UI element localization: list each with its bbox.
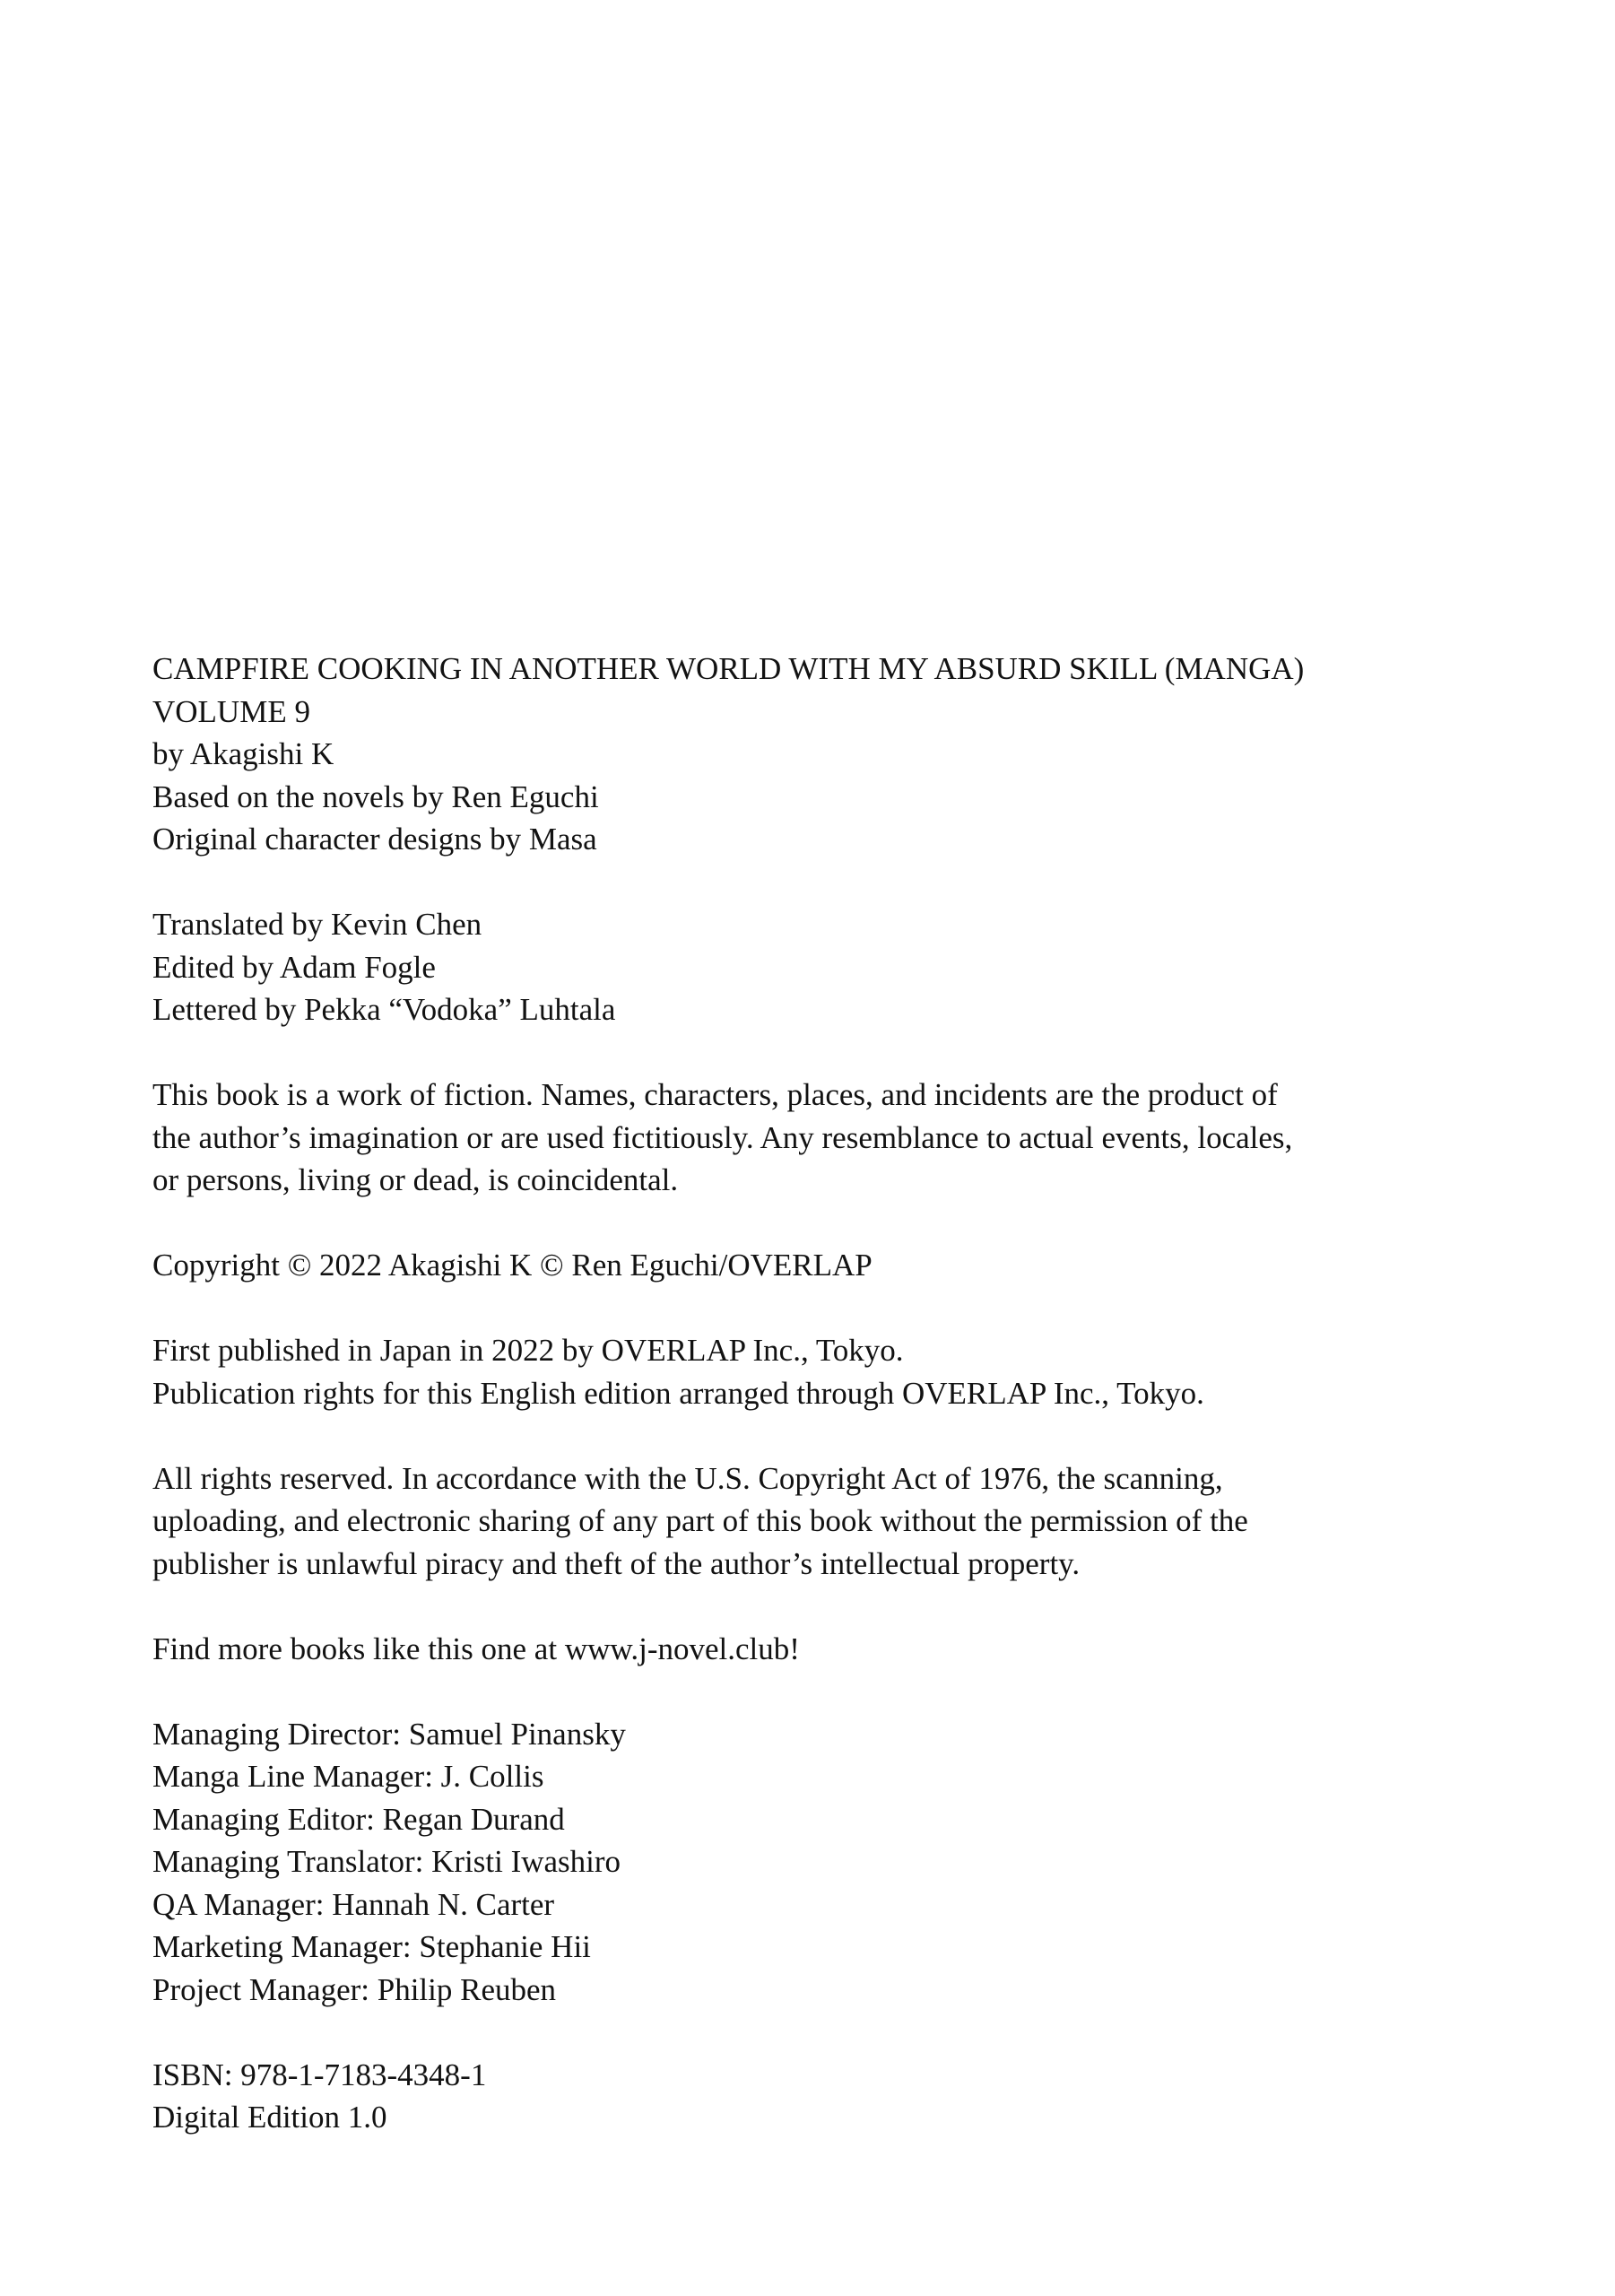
publication-rights-line: Publication rights for this English edition arranged through OVERLAP Inc., Tokyo.: [152, 1375, 1204, 1411]
edition-info: [152, 2054, 1498, 2139]
promo-line-block: [152, 1628, 1498, 1671]
copyright-line: Copyright © 2022 Akagishi K © Ren Eguchi/OVERLAP: [152, 1248, 873, 1283]
letterer-line: Lettered by Pekka “Vodoka” Luhtala: [152, 992, 616, 1027]
rights-line-3: publisher is unlawful piracy and theft of the author’s intellectual property.: [152, 1545, 1081, 1581]
localization-credits: [152, 903, 1498, 1031]
book-title-line-1: CAMPFIRE COOKING IN ANOTHER WORLD WITH MY ABSURD SKILL (MANGA): [152, 651, 1305, 686]
rights-notice: [152, 1457, 1498, 1586]
promo-line: Find more books like this one at www.j-novel.club!: [152, 1631, 800, 1666]
qa-manager-line: QA Manager: Hannah N. Carter: [152, 1886, 555, 1922]
rights-line-2: uploading, and electronic sharing of any part of this book without the permission of the: [152, 1503, 1248, 1538]
editor-line: Edited by Adam Fogle: [152, 949, 436, 985]
fiction-disclaimer: [152, 1074, 1498, 1202]
project-manager-line: Project Manager: Philip Reuben: [152, 1971, 557, 2007]
isbn-line: ISBN: 978-1-7183-4348-1: [152, 2057, 487, 2092]
managing-editor-line: Managing Editor: Regan Durand: [152, 1801, 565, 1837]
book-title-block: [152, 648, 1498, 861]
first-published-line: First published in Japan in 2022 by OVERLAP Inc., Tokyo.: [152, 1333, 904, 1368]
author-line: by Akagishi K: [152, 736, 334, 771]
manga-line-manager-line: Manga Line Manager: J. Collis: [152, 1759, 544, 1794]
publication-info: [152, 1329, 1498, 1414]
based-on-line: Based on the novels by Ren Eguchi: [152, 778, 599, 814]
character-designs-line: Original character designs by Masa: [152, 822, 597, 857]
disclaimer-line-2: the author’s imagination or are used fictitiously. Any resemblance to actual events, locales,: [152, 1119, 1293, 1155]
staff-credits: [152, 1713, 1498, 2012]
marketing-manager-line: Marketing Manager: Stephanie Hii: [152, 1929, 591, 1964]
managing-translator-line: Managing Translator: Kristi Iwashiro: [152, 1844, 621, 1879]
book-title-line-2: VOLUME 9: [152, 693, 310, 729]
translator-line: Translated by Kevin Chen: [152, 907, 482, 942]
colophon-text-block: [152, 648, 1498, 2139]
copyright-line-block: [152, 1244, 1498, 1287]
digital-edition-line: Digital Edition 1.0: [152, 2100, 387, 2135]
managing-director-line: Managing Director: Samuel Pinansky: [152, 1716, 626, 1752]
disclaimer-line-1: This book is a work of fiction. Names, characters, places, and incidents are the product of: [152, 1077, 1278, 1112]
rights-line-1: All rights reserved. In accordance with the U.S. Copyright Act of 1976, the scanning,: [152, 1460, 1223, 1496]
disclaimer-line-3: or persons, living or dead, is coincidental.: [152, 1162, 679, 1197]
